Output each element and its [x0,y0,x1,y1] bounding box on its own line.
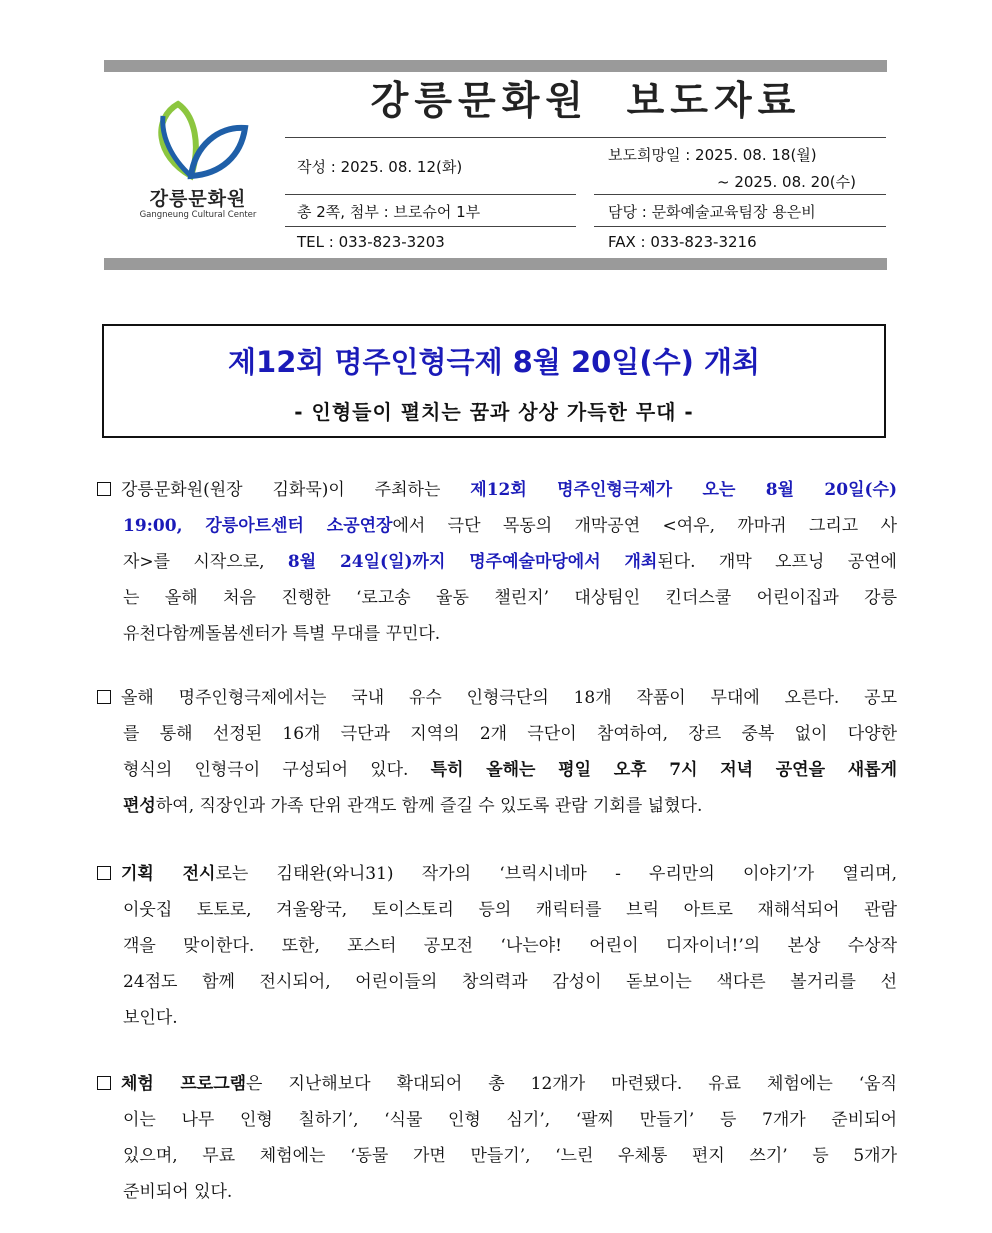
text: 객을 맞이한다. 또한, 포스터 공모전 ‘나는야! 어린이 디자이너!’의 본상 수상작 [123,936,897,956]
subheadline: - 인형들이 펼치는 꿈과 상상 가득한 무대 - [294,400,694,424]
tel: TEL : 033-823-3203 [297,233,445,251]
checkbox-bullet-icon [97,1076,111,1090]
checkbox-bullet-icon [97,482,111,496]
text: 에서 극단 목동의 개막공연 <여우, 까마귀 그리고 사 [392,516,897,536]
text: 된다. 개막 오프닝 공연에 [657,552,897,572]
divider [285,226,576,227]
paragraph-2 [97,680,897,824]
header-bottom-bar [104,258,887,270]
text: 24점도 함께 전시되어, 어린이들의 창의력과 감성이 돋보이는 색다른 볼거리를 선 [123,972,897,992]
text: 올해 명주인형극제에서는 국내 유수 인형극단의 18개 작품이 무대에 오른다. 공모 [121,688,897,708]
text: 은 지난해보다 확대되어 총 12개가 마련됐다. 유료 체험에는 ‘움직 [246,1074,897,1094]
paragraph-4 [97,1066,897,1210]
release-wish-date-end: ~ 2025. 08. 20(수) [717,173,856,191]
leaf-logo-icon [133,96,263,186]
paragraph-1 [97,472,897,652]
fax: FAX : 033-823-3216 [608,233,757,251]
text: 형식의 인형극이 구성되어 있다. [123,760,431,780]
text: 이는 나무 인형 칠하기’, ‘식물 인형 심기’, ‘팔찌 만들기’ 등 7개가 준비되어 [123,1110,897,1130]
text: 강릉문화원(원장 김화묵)이 주최하는 [121,480,471,500]
bold-text: 편성 [123,796,156,816]
bold-text: 기획 전시 [121,864,216,884]
text: 있으며, 무료 체험에는 ‘동물 가면 만들기’, ‘느린 우체통 편지 쓰기’ 등 5개가 [123,1146,897,1166]
text: 준비되어 있다. [123,1182,233,1202]
bold-text: 특히 올해는 평일 오후 7시 저녁 공연을 새롭게 [430,760,897,780]
headline: 제12회 명주인형극제 8월 20일(수) 개최 [228,345,760,379]
divider [594,194,886,195]
text: 는 올해 처음 진행한 ‘로고송 율동 챌린지’ 대상팀인 킨더스쿨 어린이집과 강릉 [123,588,897,608]
highlight-text: 8월 24일(일)까지 명주예술마당에서 개최 [287,552,658,572]
highlight-text: 제12회 명주인형극제가 오는 8월 20일(수) [470,480,898,500]
text: 자>를 시작으로, [123,552,288,572]
logo [133,96,263,228]
headline-box [102,324,886,438]
contact-person: 담당 : 문화예술교육팀장 용은비 [608,203,816,221]
highlight-text: 19:00, 강릉아트센터 소공연장 [123,516,393,536]
paragraph-3 [97,856,897,1036]
text: 보인다. [123,1008,178,1028]
document-title: 강릉문화원 보도자료 [370,79,802,124]
divider [285,194,576,195]
checkbox-bullet-icon [97,866,111,880]
logo-english-name: Gangneung Cultural Center [139,210,257,220]
divider [285,137,886,138]
text: 유천다함께돌봄센터가 특별 무대를 꾸민다. [123,624,441,644]
divider [594,226,886,227]
bold-text: 체험 프로그램 [121,1074,247,1094]
text: 하여, 직장인과 가족 단위 관객도 함께 즐길 수 있도록 관람 기회를 넓혔다. [155,796,703,816]
text: 로는 김태완(와니31) 작가의 ‘브릭시네마 - 우리만의 이야기’가 열리며, [215,864,897,884]
written-date: 작성 : 2025. 08. 12(화) [297,158,463,176]
text: 를 통해 선정된 16개 극단과 지역의 2개 극단이 참여하여, 장르 중복 없이 다양한 [123,724,897,744]
release-wish-date: 보도희망일 : 2025. 08. 18(월) [608,146,817,164]
text: 이웃집 토토로, 겨울왕국, 토이스토리 등의 캐릭터를 브릭 아트로 재해석되어 관람 [123,900,897,920]
page-count: 총 2쪽, 첨부 : 브로슈어 1부 [297,203,481,221]
logo-name: 강릉문화원 [149,188,247,210]
checkbox-bullet-icon [97,690,111,704]
